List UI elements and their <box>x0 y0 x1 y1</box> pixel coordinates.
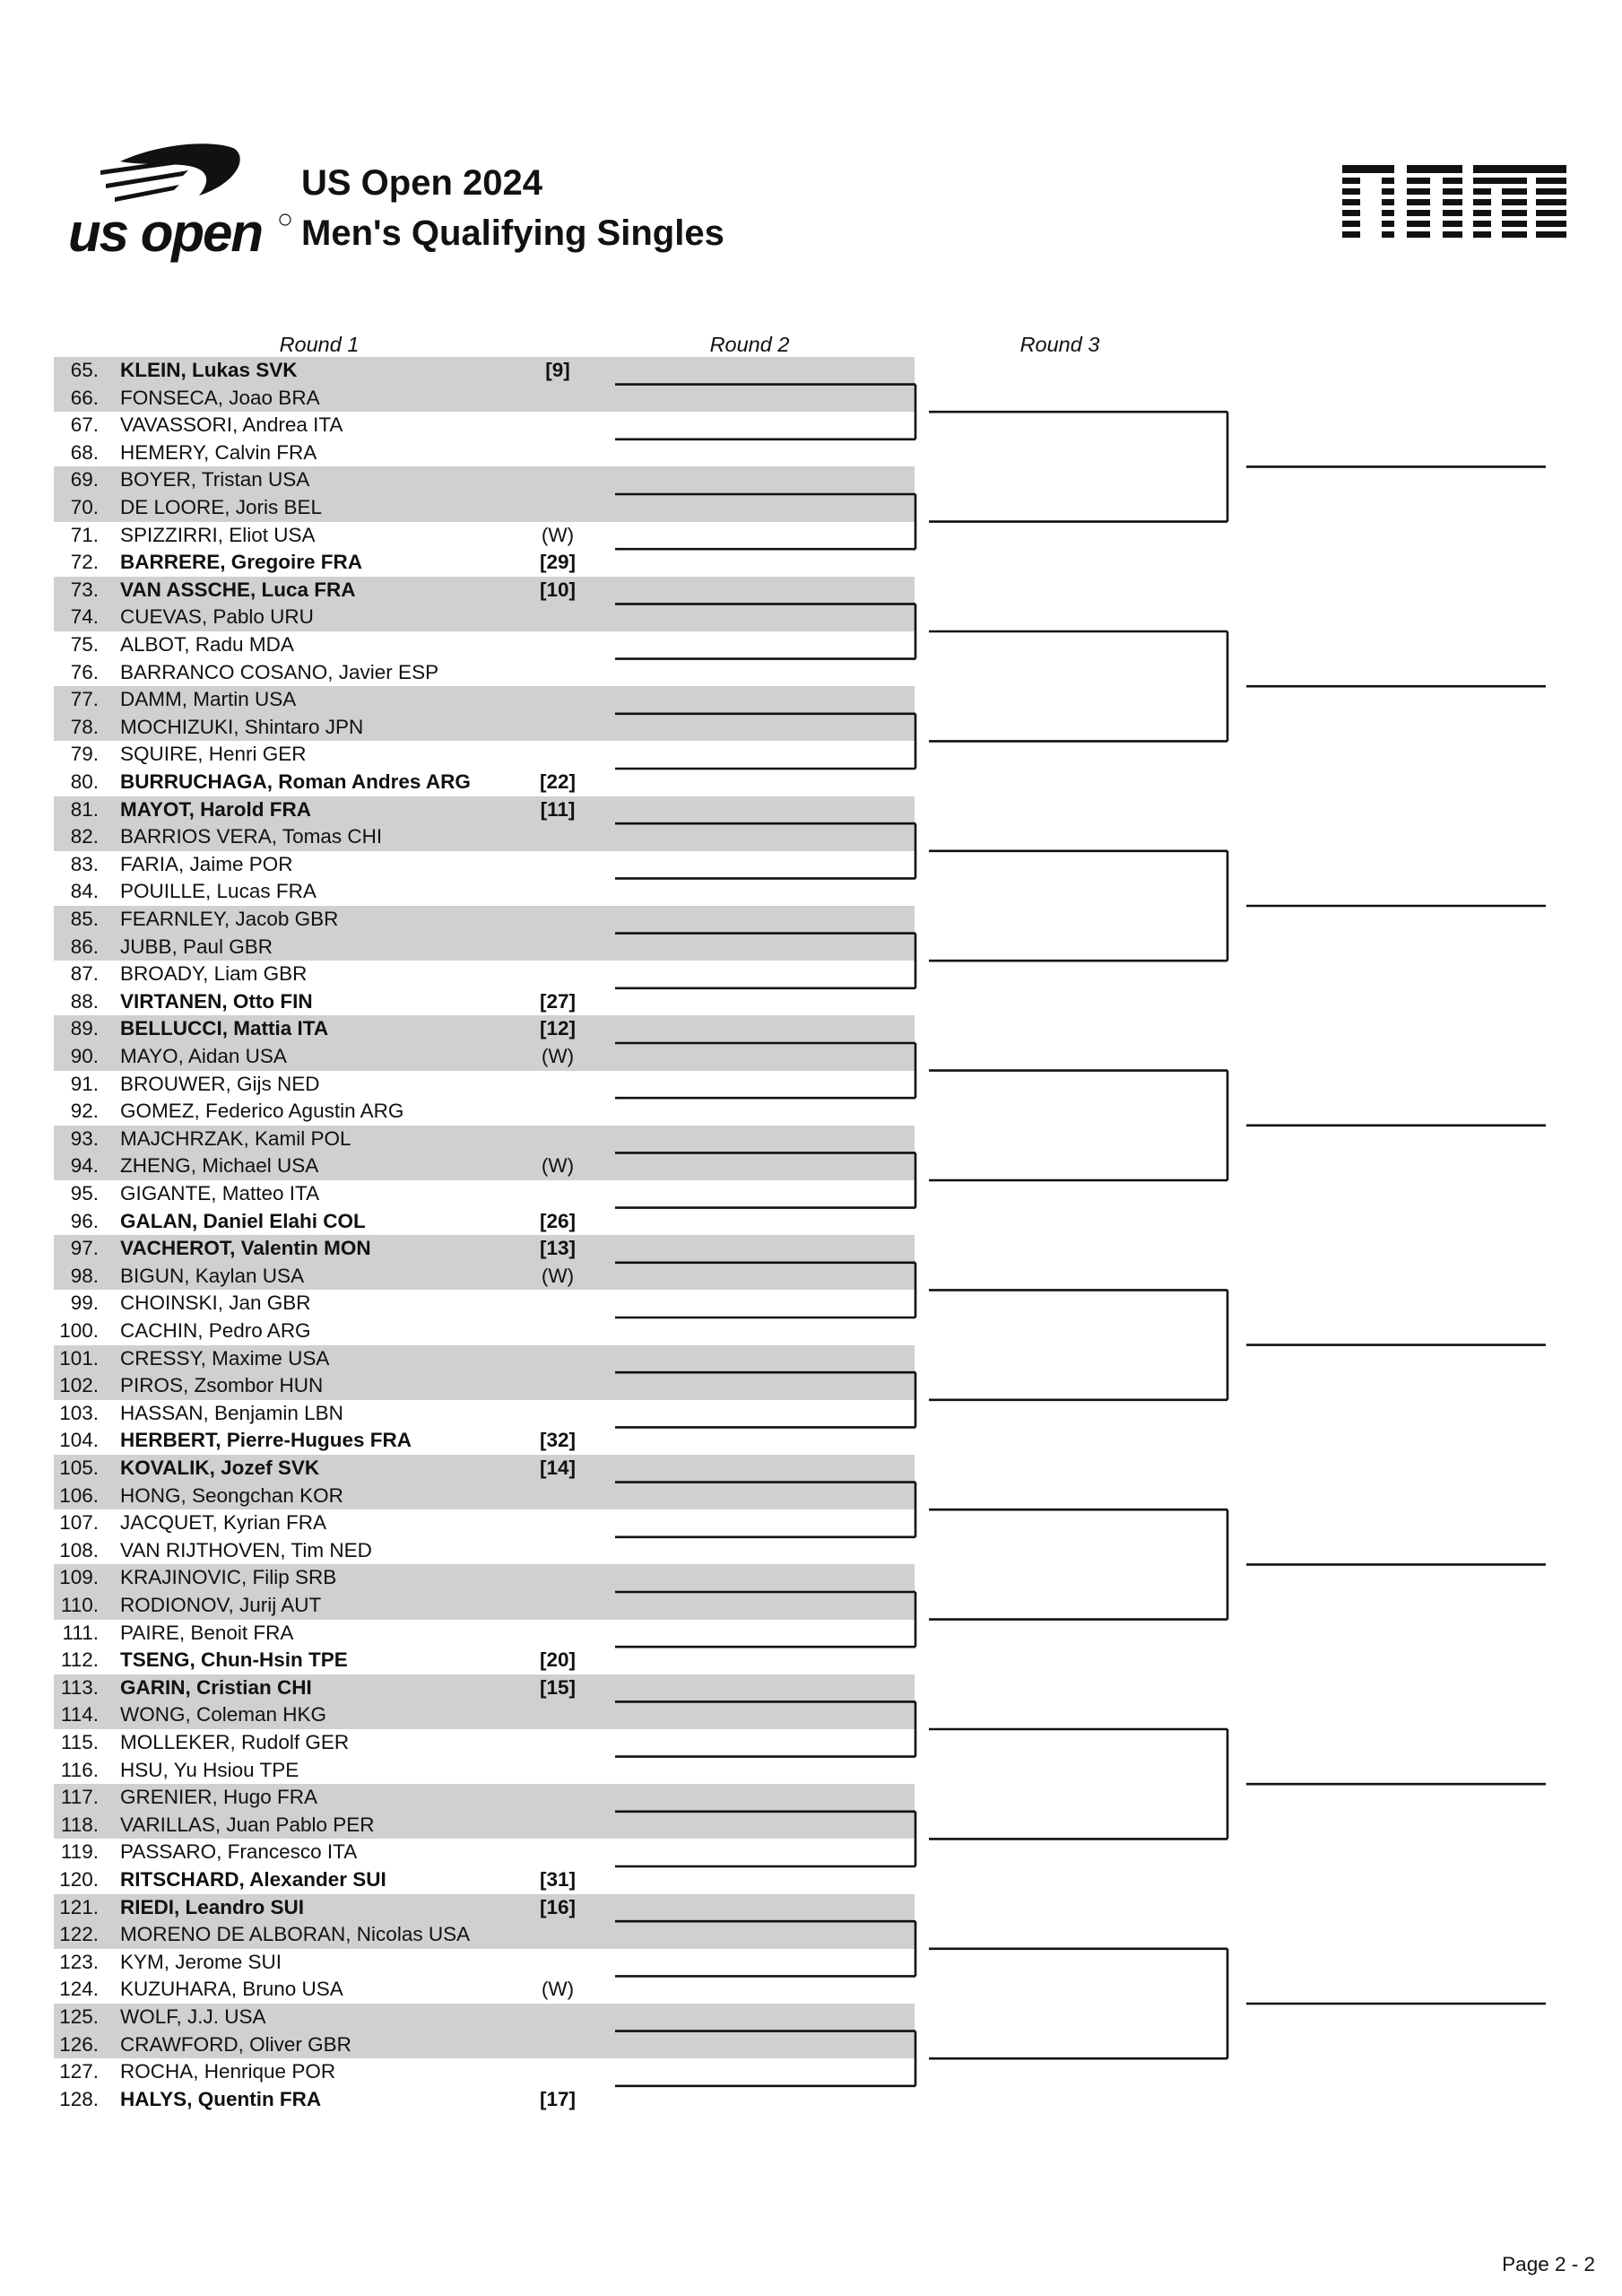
player-name: PASSARO, Francesco ITA <box>120 1840 358 1864</box>
draw-row <box>0 2058 1622 2086</box>
draw-position: 87. <box>70 962 99 986</box>
draw-row <box>0 1208 1622 1236</box>
player-name: JUBB, Paul GBR <box>120 935 273 958</box>
player-name: FARIA, Jaime POR <box>120 852 293 875</box>
player-name: CHOINSKI, Jan GBR <box>120 1292 311 1315</box>
player-name: KUZUHARA, Bruno USA <box>120 1978 343 2001</box>
draw-row <box>0 2004 1622 2031</box>
draw-position: 77. <box>70 688 99 711</box>
draw-row <box>0 1976 1622 2004</box>
draw-row <box>0 1921 1622 1949</box>
player-name: VIRTANEN, Otto FIN <box>120 989 313 1013</box>
draw-position: 113. <box>60 1675 99 1699</box>
draw-position: 69. <box>70 468 99 491</box>
draw-position: 94. <box>70 1154 99 1178</box>
draw-position: 78. <box>70 715 99 738</box>
player-name: JACQUET, Kyrian FRA <box>120 1511 327 1535</box>
draw-position: 111. <box>62 1621 99 1644</box>
player-name: VACHEROT, Valentin MON <box>120 1237 371 1260</box>
draw-row <box>0 1483 1622 1510</box>
player-name: SQUIRE, Henri GER <box>120 743 307 766</box>
player-name: HASSAN, Benjamin LBN <box>120 1401 343 1424</box>
draw-position: 68. <box>70 440 99 464</box>
draw-position: 92. <box>70 1100 99 1123</box>
player-name: GALAN, Daniel Elahi COL <box>120 1209 366 1232</box>
draw-row <box>0 878 1622 906</box>
seed-label: [12] <box>539 1017 576 1040</box>
player-name: TSENG, Chun-Hsin TPE <box>120 1648 348 1672</box>
draw-row <box>0 741 1622 769</box>
player-name: VARILLAS, Juan Pablo PER <box>120 1813 375 1836</box>
player-name: PIROS, Zsombor HUN <box>120 1374 324 1397</box>
player-name: BARRIOS VERA, Tomas CHI <box>120 825 383 848</box>
draw-row <box>0 988 1622 1016</box>
draw-position: 80. <box>70 770 99 793</box>
draw-position: 103. <box>59 1401 99 1424</box>
draw-position: 118. <box>60 1813 99 1836</box>
player-name: DAMM, Martin USA <box>120 688 297 711</box>
draw-position: 112. <box>60 1648 99 1672</box>
draw-row <box>0 2031 1622 2059</box>
player-name: MAYO, Aidan USA <box>120 1045 287 1067</box>
draw-row <box>0 1784 1622 1812</box>
draw-row <box>0 1592 1622 1620</box>
draw-position: 89. <box>70 1017 99 1040</box>
seed-label: (W) <box>541 1978 575 2001</box>
seed-label: [13] <box>539 1237 576 1260</box>
draw-position: 110. <box>60 1594 99 1616</box>
draw-row <box>0 1455 1622 1483</box>
player-name: MOCHIZUKI, Shintaro JPN <box>120 715 364 738</box>
player-name: GIGANTE, Matteo ITA <box>120 1182 320 1205</box>
seed-label: [17] <box>539 2087 576 2110</box>
draw-position: 96. <box>70 1209 99 1232</box>
draw-row <box>0 1866 1622 1894</box>
draw-position: 79. <box>70 743 99 766</box>
player-name: GARIN, Cristian CHI <box>120 1675 312 1699</box>
seed-label: [16] <box>539 1895 576 1918</box>
player-name: HONG, Seongchan KOR <box>120 1483 343 1507</box>
draw-row <box>0 851 1622 879</box>
player-name: FEARNLEY, Jacob GBR <box>120 908 339 930</box>
player-name: BARRERE, Gregoire FRA <box>120 551 363 574</box>
draw-row <box>0 714 1622 742</box>
seed-label: [31] <box>539 1868 576 1891</box>
player-name: VAN ASSCHE, Luca FRA <box>120 578 356 601</box>
draw-position: 71. <box>70 523 99 546</box>
seed-label: [22] <box>539 770 576 793</box>
draw-position: 84. <box>70 880 99 903</box>
seed-label: (W) <box>541 523 575 546</box>
draw-row <box>0 1235 1622 1263</box>
draw-row <box>0 1345 1622 1373</box>
draw-row <box>0 1180 1622 1208</box>
draw-position: 98. <box>70 1264 99 1287</box>
draw-row <box>0 604 1622 631</box>
player-name: CACHIN, Pedro ARG <box>120 1319 311 1342</box>
draw-position: 70. <box>70 496 99 518</box>
draw-position: 81. <box>70 797 99 821</box>
player-name: HEMERY, Calvin FRA <box>120 440 317 464</box>
player-name: RIEDI, Leandro SUI <box>120 1895 305 1918</box>
draw-position: 121. <box>59 1895 99 1918</box>
player-name: VAVASSORI, Andrea ITA <box>120 413 343 437</box>
draw-position: 107. <box>59 1511 99 1535</box>
draw-position: 76. <box>70 660 99 683</box>
seed-label: (W) <box>541 1154 575 1178</box>
draw-position: 83. <box>70 852 99 875</box>
draw-row <box>0 466 1622 494</box>
player-name: CUEVAS, Pablo URU <box>120 605 314 629</box>
document-title: US Open 2024 <box>301 163 543 203</box>
draw-row <box>0 577 1622 604</box>
draw-row <box>0 906 1622 934</box>
player-name: BELLUCCI, Mattia ITA <box>120 1017 329 1040</box>
draw-position: 72. <box>70 551 99 574</box>
draw-position: 105. <box>59 1457 99 1479</box>
draw-row <box>0 412 1622 439</box>
seed-label: [32] <box>539 1429 576 1452</box>
player-name: KOVALIK, Jozef SVK <box>120 1457 320 1479</box>
seed-label: [10] <box>539 578 576 601</box>
draw-row <box>0 1839 1622 1866</box>
player-name: BOYER, Tristan USA <box>120 468 310 491</box>
draw-row <box>0 796 1622 824</box>
player-name: WONG, Coleman HKG <box>120 1703 327 1726</box>
draw-row <box>0 2086 1622 2114</box>
draw-row <box>0 1674 1622 1702</box>
draw-position: 127. <box>59 2060 99 2083</box>
player-name: MORENO DE ALBORAN, Nicolas USA <box>120 1923 471 1946</box>
player-name: MOLLEKER, Rudolf GER <box>120 1731 350 1753</box>
draw-row <box>0 1152 1622 1180</box>
round-1-header: Round 1 <box>279 333 360 356</box>
seed-label: [15] <box>539 1675 576 1699</box>
player-name: GRENIER, Hugo FRA <box>120 1786 318 1809</box>
draw-row <box>0 549 1622 577</box>
draw-row <box>0 1894 1622 1922</box>
player-name: BIGUN, Kaylan USA <box>120 1264 305 1287</box>
draw-position: 99. <box>70 1292 99 1315</box>
player-name: BARRANCO COSANO, Javier ESP <box>120 660 439 683</box>
draw-position: 123. <box>59 1950 99 1973</box>
draw-row <box>0 1509 1622 1537</box>
player-name: RODIONOV, Jurij AUT <box>120 1594 322 1616</box>
draw-row <box>0 934 1622 961</box>
draw-position: 86. <box>70 935 99 958</box>
player-name: ALBOT, Radu MDA <box>120 633 294 656</box>
draw-row <box>0 1701 1622 1729</box>
draw-position: 125. <box>59 2005 99 2028</box>
draw-row <box>0 439 1622 467</box>
draw-position: 102. <box>59 1374 99 1397</box>
draw-position: 124. <box>59 1978 99 2001</box>
draw-row <box>0 1098 1622 1126</box>
draw-row <box>0 1757 1622 1785</box>
draw-row <box>0 659 1622 687</box>
draw-position: 115. <box>60 1731 99 1753</box>
draw-position: 73. <box>70 578 99 601</box>
draw-row <box>0 385 1622 413</box>
seed-label: [29] <box>539 551 576 574</box>
draw-row <box>0 686 1622 714</box>
draw-position: 93. <box>70 1126 99 1150</box>
player-name: POUILLE, Lucas FRA <box>120 880 317 903</box>
seed-label: [27] <box>539 989 576 1013</box>
player-name: MAJCHRZAK, Kamil POL <box>120 1126 351 1150</box>
draw-row <box>0 1537 1622 1565</box>
player-name: CRAWFORD, Oliver GBR <box>120 2032 351 2056</box>
draw-row <box>0 769 1622 796</box>
player-name: KRAJINOVIC, Filip SRB <box>120 1566 337 1589</box>
draw-position: 119. <box>60 1840 99 1864</box>
draw-position: 128. <box>59 2087 99 2110</box>
player-name: MAYOT, Harold FRA <box>120 797 311 821</box>
player-name: HSU, Yu Hsiou TPE <box>120 1758 299 1781</box>
draw-row <box>0 1812 1622 1839</box>
page-number: Page 2 - 2 <box>1502 2253 1595 2275</box>
player-name: KLEIN, Lukas SVK <box>120 359 298 381</box>
seed-label: [20] <box>539 1648 576 1672</box>
document-subtitle: Men's Qualifying Singles <box>301 213 724 253</box>
draw-position: 100. <box>59 1319 99 1342</box>
draw-row <box>0 1126 1622 1153</box>
draw-row <box>0 1071 1622 1099</box>
draw-row <box>0 1263 1622 1291</box>
seed-label: [11] <box>540 797 576 821</box>
draw-row <box>0 357 1622 385</box>
draw-row <box>0 1620 1622 1648</box>
player-name: BROADY, Liam GBR <box>120 962 308 986</box>
player-name: BROUWER, Gijs NED <box>120 1072 320 1095</box>
player-name: DE LOORE, Joris BEL <box>120 496 323 518</box>
draw-position: 109. <box>59 1566 99 1589</box>
seed-label: (W) <box>541 1264 575 1287</box>
draw-position: 126. <box>59 2032 99 2056</box>
draw-position: 65. <box>70 359 99 381</box>
draw-position: 104. <box>59 1429 99 1452</box>
player-name: CRESSY, Maxime USA <box>120 1346 330 1370</box>
draw-row <box>0 1318 1622 1345</box>
seed-label: (W) <box>541 1045 575 1067</box>
svg-text:us open: us open <box>68 203 263 263</box>
seed-label: [14] <box>539 1457 576 1479</box>
draw-position: 74. <box>70 605 99 629</box>
seed-label: [9] <box>545 359 570 381</box>
player-name: WOLF, J.J. USA <box>120 2005 266 2028</box>
draw-row <box>0 961 1622 988</box>
seed-label: [26] <box>539 1209 576 1232</box>
draw-row <box>0 1564 1622 1592</box>
round-3-header: Round 3 <box>1019 333 1100 356</box>
draw-position: 122. <box>59 1923 99 1946</box>
draw-row <box>0 494 1622 522</box>
draw-row <box>0 1427 1622 1455</box>
draw-row <box>0 1400 1622 1428</box>
draw-position: 101. <box>59 1346 99 1370</box>
draw-position: 88. <box>70 989 99 1013</box>
draw-position: 120. <box>59 1868 99 1891</box>
draw-position: 114. <box>60 1703 99 1726</box>
player-name: HALYS, Quentin FRA <box>120 2087 322 2110</box>
draw-row <box>0 1290 1622 1318</box>
player-name: PAIRE, Benoit FRA <box>120 1621 294 1644</box>
draw-position: 91. <box>70 1072 99 1095</box>
player-name: VAN RIJTHOVEN, Tim NED <box>120 1538 372 1561</box>
draw-row <box>0 1949 1622 1977</box>
draw-row <box>0 823 1622 851</box>
player-name: HERBERT, Pierre-Hugues FRA <box>120 1429 412 1452</box>
draw-row <box>0 1729 1622 1757</box>
draw-position: 116. <box>60 1758 99 1781</box>
player-name: GOMEZ, Federico Agustin ARG <box>120 1100 404 1123</box>
draw-row <box>0 1372 1622 1400</box>
draw-row <box>0 522 1622 550</box>
draw-row <box>0 1015 1622 1043</box>
draw-position: 117. <box>60 1786 99 1809</box>
player-name: SPIZZIRRI, Eliot USA <box>120 523 316 546</box>
player-name: BURRUCHAGA, Roman Andres ARG <box>120 770 471 793</box>
draw-position: 90. <box>70 1045 99 1067</box>
draw-position: 75. <box>70 633 99 656</box>
draw-row <box>0 631 1622 659</box>
draw-position: 106. <box>59 1483 99 1507</box>
draw-position: 85. <box>70 908 99 930</box>
player-name: FONSECA, Joao BRA <box>120 386 320 409</box>
draw-position: 82. <box>70 825 99 848</box>
player-name: KYM, Jerome SUI <box>120 1950 282 1973</box>
player-name: ROCHA, Henrique POR <box>120 2060 336 2083</box>
draw-position: 95. <box>70 1182 99 1205</box>
draw-position: 108. <box>59 1538 99 1561</box>
draw-position: 97. <box>70 1237 99 1260</box>
player-name: ZHENG, Michael USA <box>120 1154 319 1178</box>
draw-position: 66. <box>70 386 99 409</box>
draw-position: 67. <box>70 413 99 437</box>
round-2-header: Round 2 <box>709 333 790 356</box>
draw-row <box>0 1647 1622 1674</box>
player-name: RITSCHARD, Alexander SUI <box>120 1868 386 1891</box>
draw-row <box>0 1043 1622 1071</box>
